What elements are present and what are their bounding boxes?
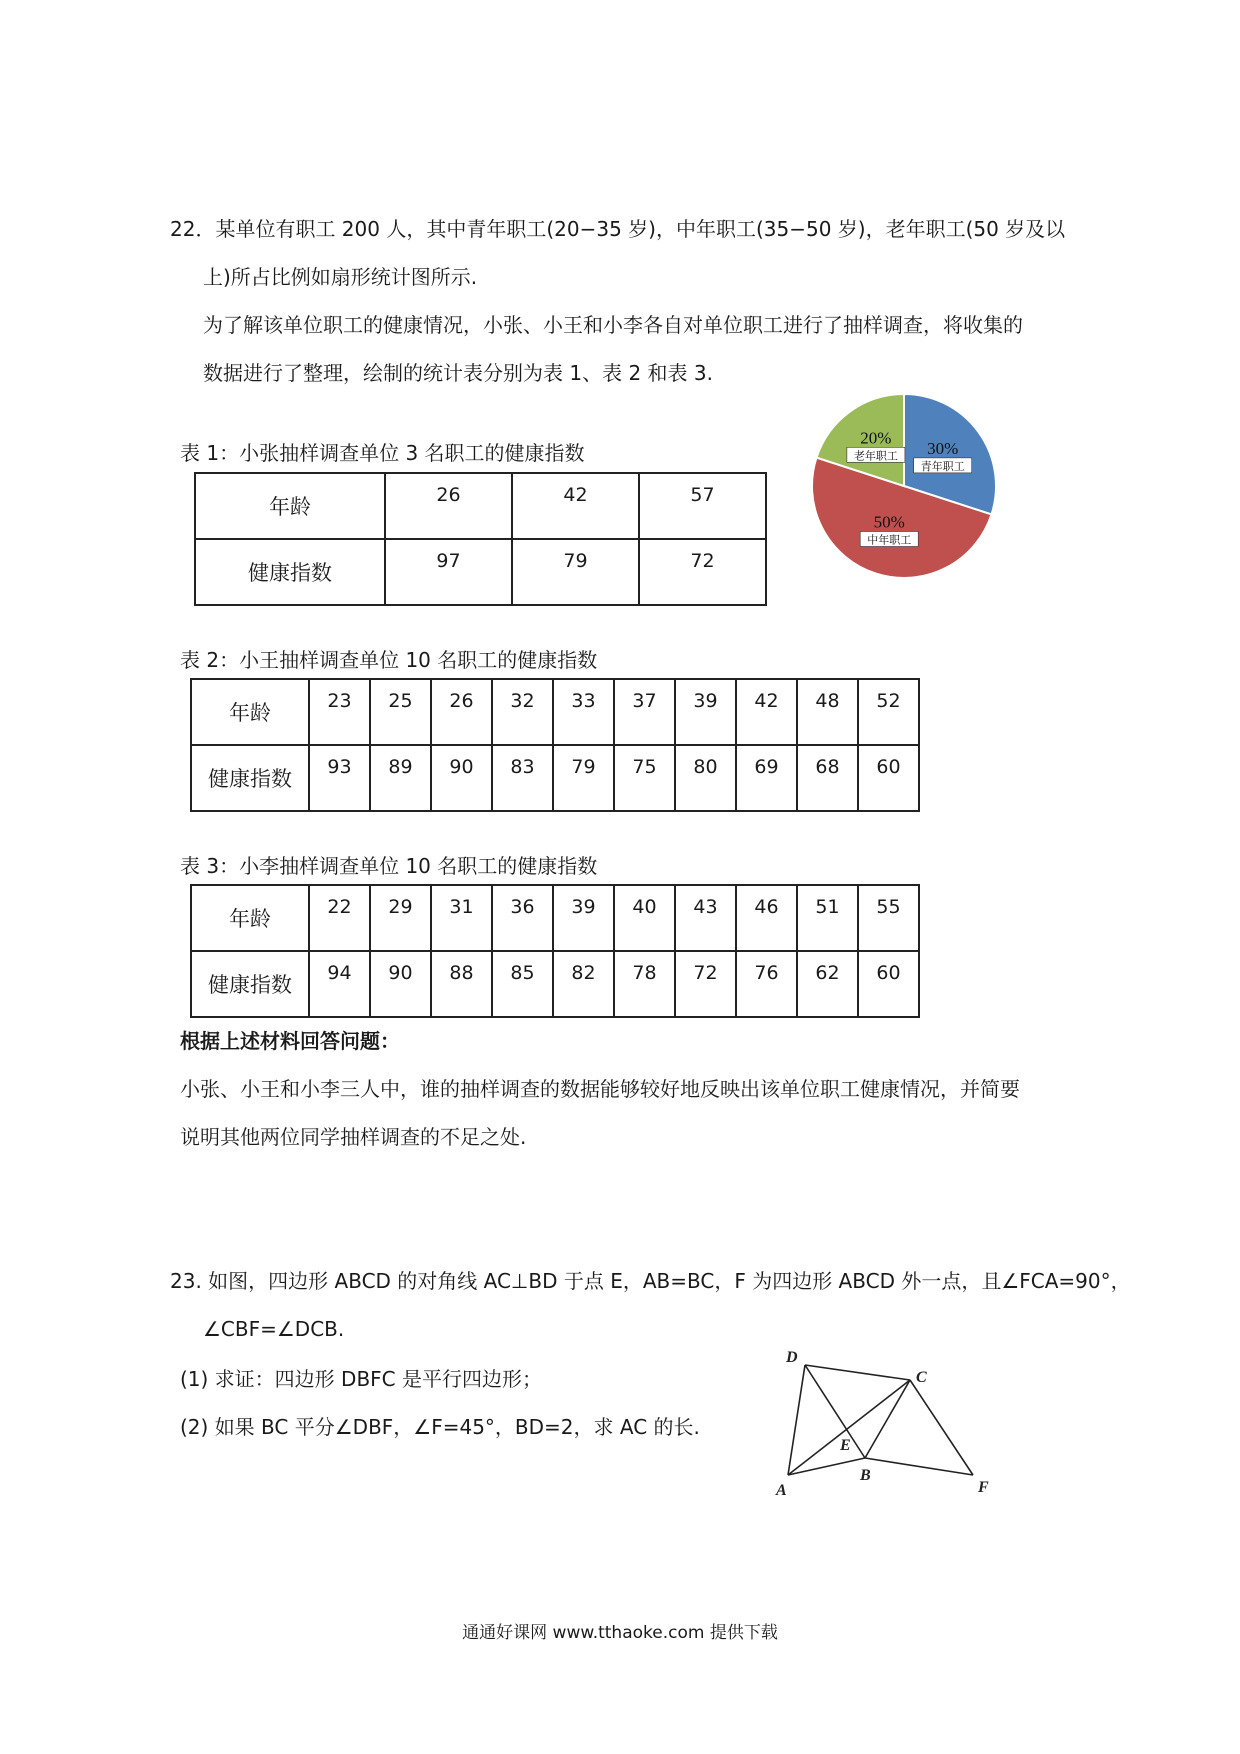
table2-health-cell: 69	[736, 745, 797, 811]
q22-line-2: 上)所占比例如扇形统计图所示.	[203, 265, 478, 289]
table3-age-cell: 36	[492, 885, 553, 951]
table1-age-cell: 26	[385, 473, 512, 539]
table1	[194, 472, 767, 606]
table2-age-cell: 26	[431, 679, 492, 745]
table1-age-cell: 42	[512, 473, 639, 539]
point-label-E: E	[840, 1437, 851, 1454]
pie-category-label: 老年职工	[853, 449, 898, 463]
pie-value-label: 20%	[860, 428, 892, 448]
table3	[190, 884, 920, 1018]
table3-health-cell: 62	[797, 951, 858, 1017]
q22-question-line-2: 说明其他两位同学抽样调查的不足之处.	[180, 1125, 527, 1149]
table2-age-cell: 48	[797, 679, 858, 745]
table3-health-cell: 76	[736, 951, 797, 1017]
q23-part-1: (1) 求证：四边形 DBFC 是平行四边形；	[180, 1367, 542, 1391]
table2-age-cell: 32	[492, 679, 553, 745]
table2	[190, 678, 920, 812]
table2-health-cell: 60	[858, 745, 919, 811]
table2-health-label: 健康指数	[191, 745, 309, 811]
table3-age-cell: 43	[675, 885, 736, 951]
q22-question-line-1: 小张、小王和小李三人中，谁的抽样调查的数据能够较好地反映出该单位职工健康情况，并简要	[180, 1077, 1020, 1101]
pie-category-label: 青年职工	[920, 459, 965, 473]
table2-health-cell: 80	[675, 745, 736, 811]
table2-age-cell: 39	[675, 679, 736, 745]
table2-health-cell: 83	[492, 745, 553, 811]
table3-age-cell: 31	[431, 885, 492, 951]
table2-health-cell: 79	[553, 745, 614, 811]
table1-health-cell: 72	[639, 539, 766, 605]
table1-age-cell: 57	[639, 473, 766, 539]
table3-health-cell: 78	[614, 951, 675, 1017]
pie-value-label: 50%	[873, 512, 905, 532]
table1-age-label: 年龄	[195, 473, 385, 539]
table3-age-cell: 29	[370, 885, 431, 951]
table2-age-cell: 42	[736, 679, 797, 745]
table3-age-cell: 55	[858, 885, 919, 951]
pie-value-label: 30%	[927, 438, 959, 458]
point-label-C: C	[916, 1369, 927, 1386]
table3-health-cell: 88	[431, 951, 492, 1017]
footer: 通通好课网 www.tthaoke.com 提供下载	[462, 1623, 778, 1643]
q23-line-2: ∠CBF=∠DCB.	[203, 1317, 345, 1341]
table3-health-cell: 60	[858, 951, 919, 1017]
table3-age-cell: 46	[736, 885, 797, 951]
q22-line-1: 22．某单位有职工 200 人，其中青年职工(20−35 岁)，中年职工(35−50 岁)，老年职工(50 岁及以	[170, 217, 1066, 241]
table2-age-cell: 52	[858, 679, 919, 745]
table2-caption: 表 2：小王抽样调查单位 10 名职工的健康指数	[180, 648, 598, 672]
table1-health-cell: 79	[512, 539, 639, 605]
point-label-D: D	[786, 1349, 798, 1366]
table2-age-cell: 25	[370, 679, 431, 745]
table3-age-cell: 40	[614, 885, 675, 951]
q23-part-2: (2) 如果 BC 平分∠DBF，∠F=45°，BD=2，求 AC 的长.	[180, 1415, 700, 1439]
table2-health-cell: 89	[370, 745, 431, 811]
point-label-A: A	[776, 1482, 787, 1499]
table1-health-cell: 97	[385, 539, 512, 605]
q23-line-1: 23. 如图，四边形 ABCD 的对角线 AC⊥BD 于点 E，AB=BC，F 为四边形 ABCD 外一点，且∠FCA=90°，	[170, 1269, 1131, 1293]
segment-DB	[805, 1365, 865, 1458]
table3-age-label: 年龄	[191, 885, 309, 951]
q22-line-3: 为了解该单位职工的健康情况，小张、小王和小李各自对单位职工进行了抽样调查，将收集的	[203, 313, 1023, 337]
table3-health-cell: 85	[492, 951, 553, 1017]
table3-age-cell: 39	[553, 885, 614, 951]
segment-CF	[910, 1380, 973, 1475]
table3-health-label: 健康指数	[191, 951, 309, 1017]
table3-caption: 表 3：小李抽样调查单位 10 名职工的健康指数	[180, 854, 598, 878]
table2-health-cell: 90	[431, 745, 492, 811]
table3-health-cell: 94	[309, 951, 370, 1017]
table3-health-cell: 82	[553, 951, 614, 1017]
segment-DA	[788, 1365, 805, 1475]
table3-health-cell: 90	[370, 951, 431, 1017]
geometry-figure	[760, 1340, 1010, 1510]
table3-age-cell: 51	[797, 885, 858, 951]
pie-chart	[808, 390, 1000, 582]
table2-age-label: 年龄	[191, 679, 309, 745]
table2-health-cell: 93	[309, 745, 370, 811]
point-label-F: F	[978, 1479, 989, 1496]
table3-age-cell: 22	[309, 885, 370, 951]
point-label-B: B	[860, 1467, 871, 1484]
segment-DC	[805, 1365, 910, 1380]
segment-BC	[865, 1380, 910, 1458]
q22-line-4: 数据进行了整理，绘制的统计表分别为表 1、表 2 和表 3.	[203, 361, 713, 385]
pie-category-label: 中年职工	[867, 533, 912, 547]
table2-age-cell: 23	[309, 679, 370, 745]
table3-health-cell: 72	[675, 951, 736, 1017]
table2-age-cell: 37	[614, 679, 675, 745]
segment-BF	[865, 1458, 973, 1475]
table1-caption: 表 1：小张抽样调查单位 3 名职工的健康指数	[180, 441, 585, 465]
table2-health-cell: 75	[614, 745, 675, 811]
table2-age-cell: 33	[553, 679, 614, 745]
answer-heading: 根据上述材料回答问题：	[180, 1029, 400, 1053]
table1-health-label: 健康指数	[195, 539, 385, 605]
table2-health-cell: 68	[797, 745, 858, 811]
